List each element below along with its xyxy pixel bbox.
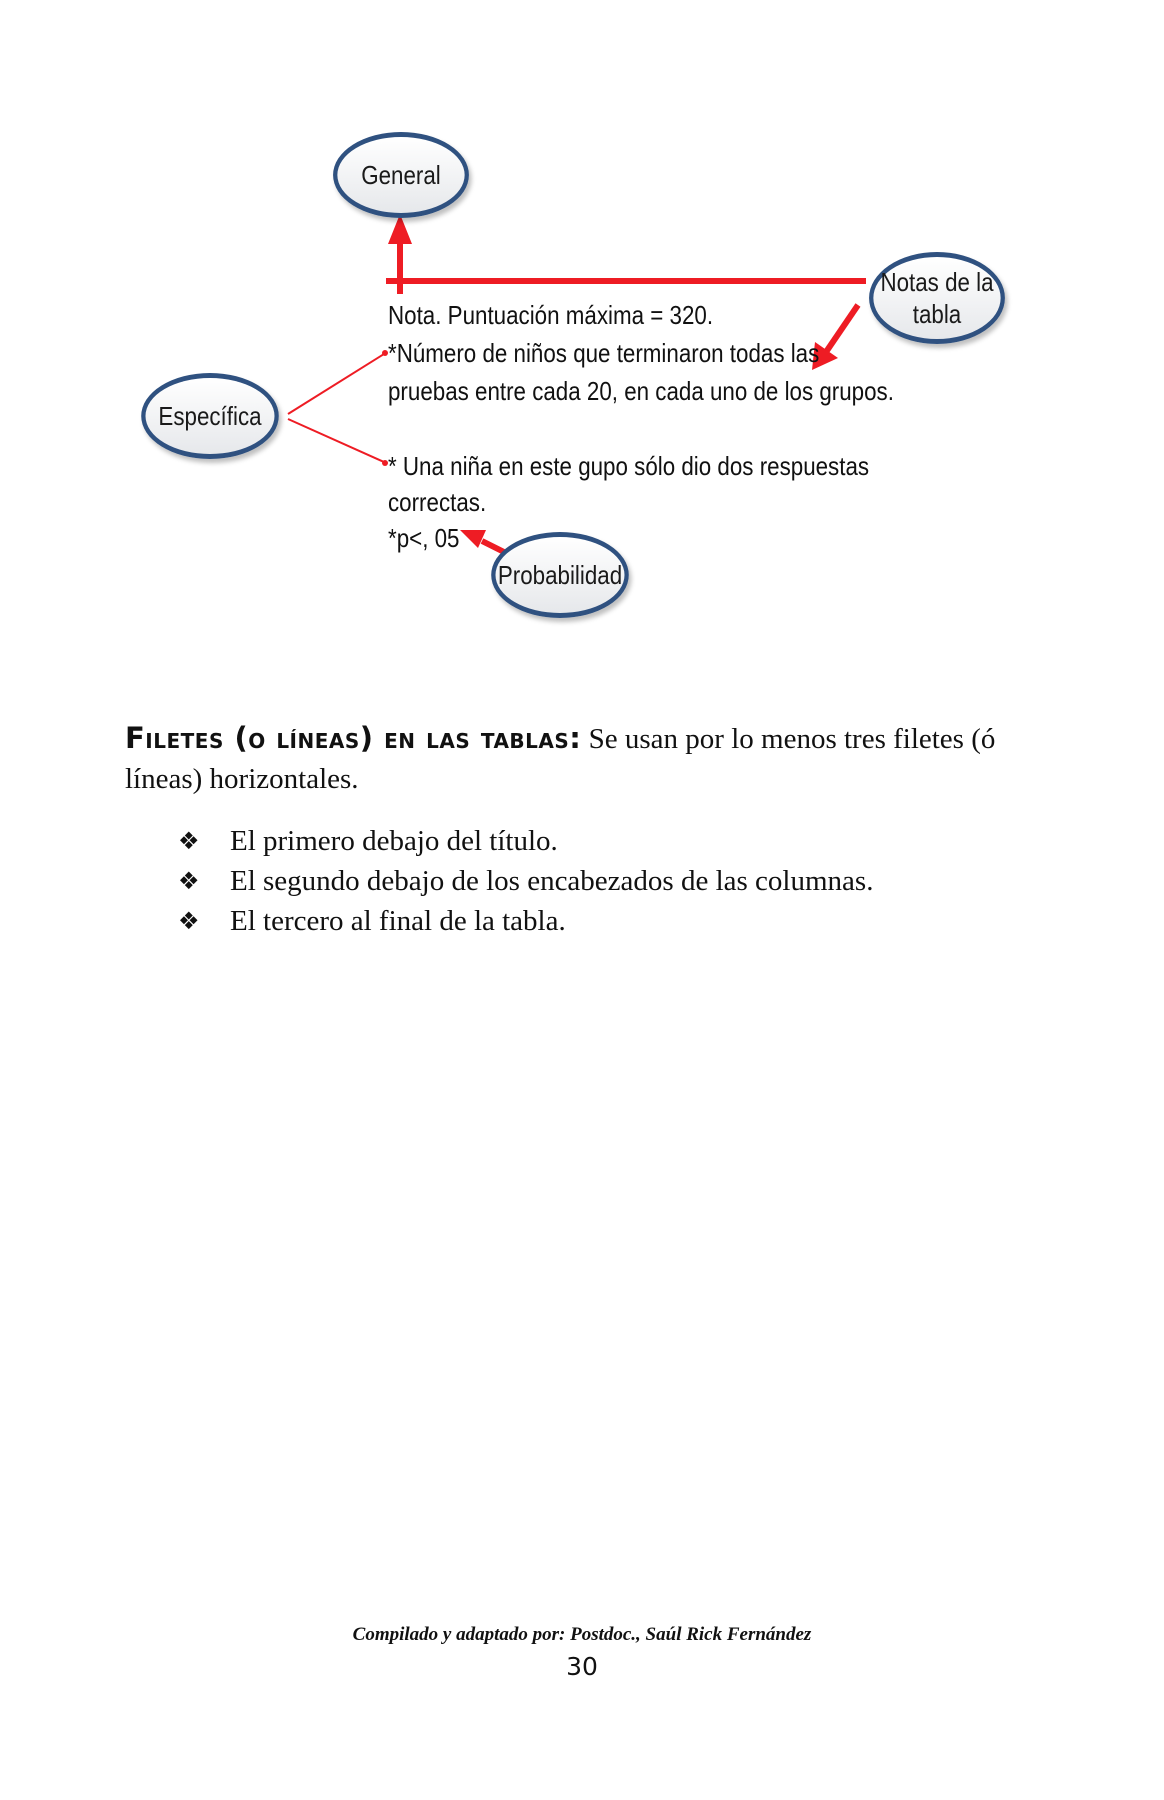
list-item [178, 861, 873, 901]
list-item-text: El primero debajo del título. [230, 825, 558, 857]
note-line-4: * Una niña en este gupo sólo dio dos respuestas [388, 451, 870, 481]
diamond-bullet-icon: ❖ [178, 827, 200, 855]
note-line-6: *p<, 05 [388, 523, 460, 553]
probabilidad-bubble [491, 532, 629, 618]
diamond-bullet-icon: ❖ [178, 867, 200, 895]
especifica-line-upper [288, 354, 384, 414]
page-number: 30 [566, 1652, 598, 1681]
filetes-paragraph [125, 718, 1045, 799]
probabilidad-arrow-shaft [482, 541, 504, 552]
notas-de-la-tabla-bubble [869, 252, 1005, 344]
filetes-bullet-list [178, 821, 873, 941]
list-item-text: El segundo debajo de los encabezados de las columnas. [230, 865, 874, 897]
especifica-label: Específica [158, 400, 262, 431]
probabilidad-arrow-head [460, 530, 486, 548]
probabilidad-label: Probabilidad [497, 559, 623, 590]
note-line-5: correctas. [388, 487, 487, 517]
section-body: Se usan por lo menos tres filetes (ó líneas) horizontales. [125, 723, 996, 795]
notas-arrow-shaft [826, 305, 858, 352]
general-bubble [333, 132, 469, 218]
list-item [178, 901, 873, 941]
especifica-bubble [141, 373, 279, 459]
general-label: General [361, 159, 441, 190]
list-item [178, 821, 873, 861]
especifica-line-lower [288, 419, 384, 462]
diamond-bullet-icon: ❖ [178, 907, 200, 935]
table-notes-diagram [0, 0, 1164, 660]
footer-credit: Compilado y adaptado por: Postdoc., Saúl Rick Fernández [352, 1624, 812, 1645]
note-line-2: *Número de niños que terminaron todas las [388, 338, 820, 368]
note-line-3: pruebas entre cada 20, en cada uno de los grupos. [388, 376, 894, 406]
notas-label-line1: Notas de la [880, 266, 994, 297]
section-heading: Filetes (o líneas) en las tablas: [125, 721, 582, 755]
note-line-1: Nota. Puntuación máxima = 320. [388, 300, 714, 330]
notas-label-line2: tabla [912, 299, 962, 329]
general-arrow-head [388, 214, 412, 244]
list-item-text: El tercero al final de la tabla. [230, 905, 566, 937]
